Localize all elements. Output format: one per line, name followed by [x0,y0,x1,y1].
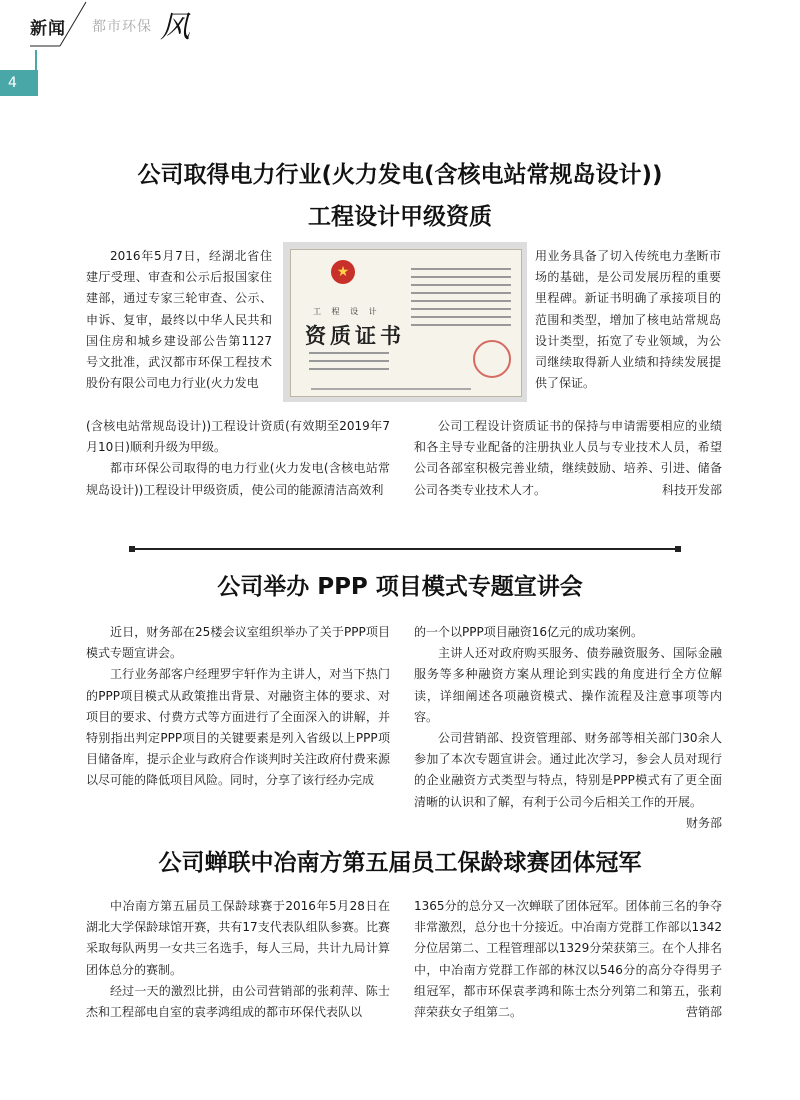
article3-title: 公司蝉联中冶南方第五届员工保龄球赛团体冠军 [158,850,642,876]
article2-signature: 财务部 [685,815,722,830]
certificate-image [283,242,527,402]
article3-right-column: 1365分的总分又一次蝉联了团体冠军。团体前三名的争夺非常激烈，总分也十分接近。中冶南方党群工作部以1342分位居第二、工程管理部以1329分荣获第三。在个人排名中，中冶南方党群工作部的林汉以546分的高分夺得男子组冠军，都市环保袁孝鸿和陈士杰分列第二和第五，张莉萍荣获女子组第二。 营销部 [414,896,722,1023]
article1-right-narrow: 用业务具备了切入传统电力垄断市场的基础，是公司发展历程的重要里程碑。新证书明确了承接项目的范围和类型，增加了核电站常规岛设计类型，拓宽了专业领域，为公司继续取得新人业绩和持续发展提供了保证。 [535,249,721,391]
article1-title-line1: 公司取得电力行业(火力发电(含核电站常规岛设计)) [137,162,663,188]
official-seal-icon [473,340,511,378]
section-label: 新闻 [30,19,66,39]
article3-signature: 营销部 [685,1005,722,1020]
certificate-subtitle: 工 程 设 计 [313,307,381,316]
certificate-title: 资质证书 [305,324,405,348]
page-header [0,0,800,70]
brand-name: 都市环保 [92,19,152,35]
article2-title: 公司举办 PPP 项目模式专题宣讲会 [217,574,583,600]
article1-right-wide: 公司工程设计资质证书的保持与申请需要相应的业绩和各主导专业配备的注册执业人员与专业技术人员，希望公司各部室积极完善业绩，继续鼓励、培养、引进、储备公司各类专业技术人才。 科技开发部 [414,416,722,501]
page-number: 4 [0,70,38,96]
section-divider [132,548,678,550]
article1-signature: 科技开发部 [661,482,722,497]
article1-left-wide: (含核电站常规岛设计))工程设计资质(有效期至2019年7月10日)顺利升级为甲级。 都市环保公司取得的电力行业(火力发电(含核电站常规岛设计))工程设计甲级资质，使公司的能源清洁高效利 [86,419,390,497]
national-emblem-icon: ★ [331,260,355,284]
article2-left-column: 近日，财务部在25楼会议室组织举办了关于PPP项目模式专题宣讲会。 工行业务部客户经理罗宇轩作为主讲人，对当下热门的PPP项目模式从政策推出背景、对融资主体的要求、对项目的要求、付费方式等方面进行了全面深入的讲解，并特别指出判定PPP项目的关键要素是列入省级以上PPP项目储备库，提示企业与政府合作谈判时关注政府付费来源以尽可能的降低项目风险。同时，分享了该行经办完成 [86,625,390,788]
article2-right-column: 的一个以PPP项目融资16亿元的成功案例。 主讲人还对政府购买服务、债券融资服务、国际金融服务等多种融资方案从理论到实践的角度进行全方位解读，详细阐述各项融资模式、操作流程及注意事项等内容。 公司营销部、投资管理部、财务部等相关部门30余人参加了本次专题宣讲会。通过此次学习，参会人员对现行的企业融资方式类型与特点，特别是PPP模式有了更全面清晰的认识和了解，有利于公司今后相关工作的开展。 财务部 [414,622,722,834]
brand-logo: 风 [160,10,190,45]
article1-left-narrow: 2016年5月7日，经湖北省住建厅受理、审查和公示后报国家住建部，通过专家三轮审查、公示、申诉、复审，最终以中华人民共和国住房和城乡建设部公告第1127号文批准，武汉都市环保工程技术股份有限公司电力行业(火力发电 [86,249,272,391]
article3-left-column: 中冶南方第五届员工保龄球赛于2016年5月28日在湖北大学保龄球馆开赛，共有17支代表队组队参赛。比赛采取每队两男一女共三名选手，每人三局，共计九局计算团体总分的赛制。 经过一天的激烈比拼，由公司营销部的张莉萍、陈士杰和工程部电自室的袁孝鸿组成的都市环保代表队以 [86,899,390,1020]
article1-title-line2: 工程设计甲级资质 [308,204,492,230]
